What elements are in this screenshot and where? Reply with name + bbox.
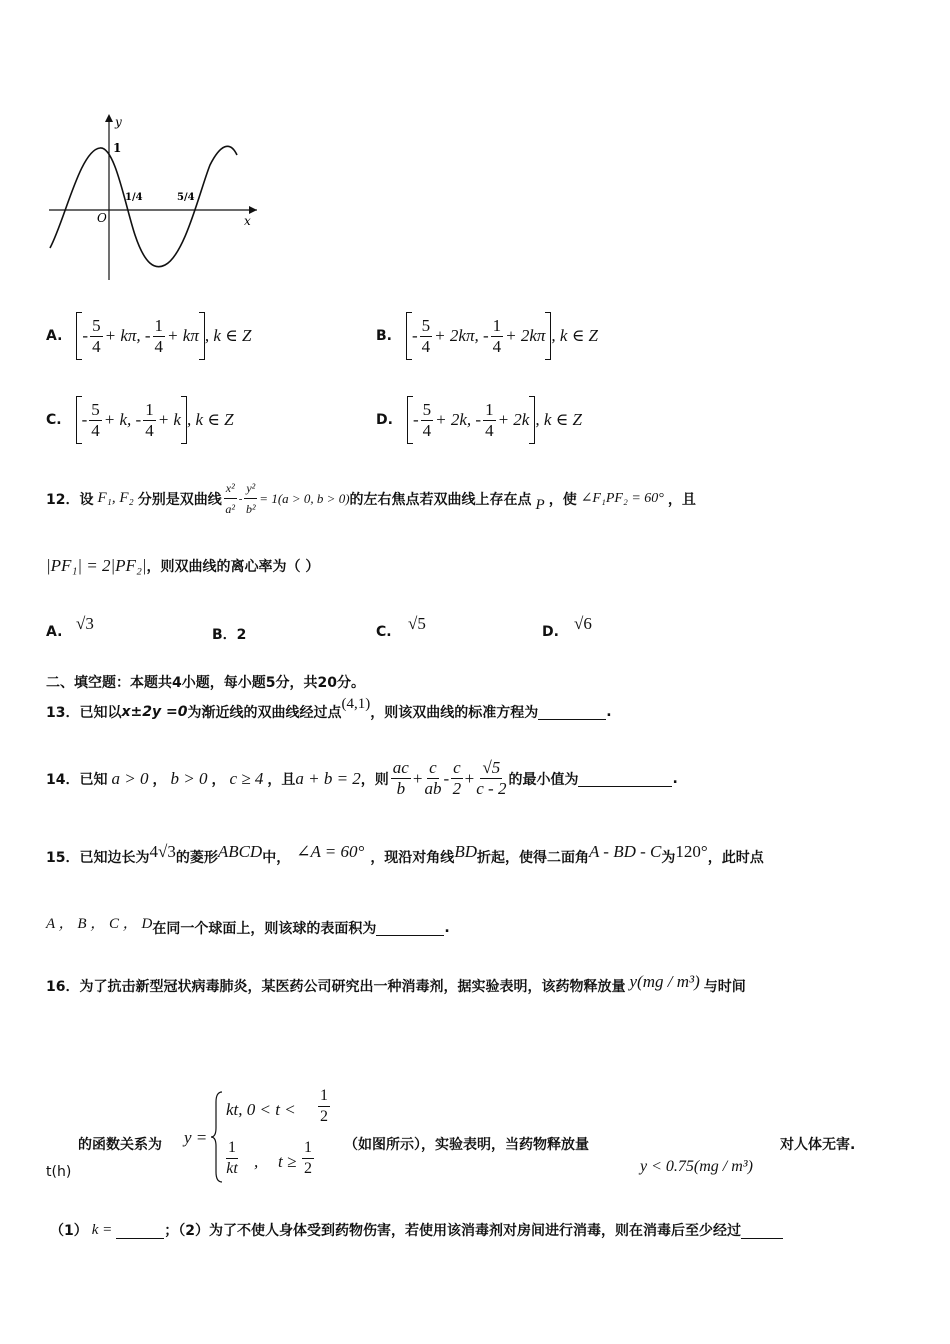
q13: 13．已知以 x±2y =0 为渐近线的双曲线经过点 (4,1) ，则该双曲线的标准方程为 . — [46, 696, 612, 721]
q15-line1: 15．已知边长为 4√3 的菱形 ABCD 中， ∠A = 60° ，现沿对角线 BD 折起，使得二面角 A - BD - C 为 120° ，此时点 — [46, 842, 764, 866]
q16-condition: y < 0.75(mg / m³) — [640, 1158, 753, 1175]
q12-line1: 12．设 F₁, F₂ 分别是双曲线 $\frac{\text{x²}}{\text{a²}}$ - $\frac{\text{y²}}{\text{b²}}$ = 1(a > 0, b > 0) 的左右焦点若双曲线上存在点 P ，使 ∠F₁PF₂ = 60° ，且 — [46, 478, 696, 519]
q15-line2: A ， B ， C ， D 在同一个球面上，则该球的表面积为 . — [46, 916, 450, 937]
tick-five-quarters: 5/4 — [177, 192, 195, 203]
tick-quarter: 1/4 — [125, 192, 143, 203]
q16-subquestions: （1） k = ；（2）为了不使人身体受到药物伤害，若使用该消毒剂对房间进行消毒，则在消毒后至少经过 — [50, 1220, 783, 1240]
origin-label: O — [97, 211, 107, 225]
q14: 14．已知 a > 0 ， b > 0 ， c ≥ 4 ，且 a + b = 2 ，则 $\frac{ac}{b}$ + $\frac{c}{ab}$ - $\frac{c}{2}$ + $\frac{√5}{c - 2}$ 的最小值为 . — [46, 758, 678, 798]
y-tick-1: 1 — [113, 141, 122, 155]
sine-graph — [45, 110, 265, 282]
q16-function: 的函数关系为 y = kt, 0 < t < $\frac{1}{2}$ $\frac{1}{kt}$ , t ≥ $\frac{1}{2}$ （如图所示），实验表明，当药物释放量 对人体无害. — [78, 1086, 898, 1190]
q11-option-d: D. - $\frac{5}{4}$ + 2k, - $\frac{1}{4}$ + 2k , k ∈ Z — [376, 396, 582, 444]
q11-option-b: B. - $\frac{5}{4}$ + 2kπ, - $\frac{1}{4}$ + 2kπ , k ∈ Z — [376, 312, 598, 360]
x-axis-label: x — [244, 214, 251, 228]
q12-options: A. √3 B．2 C. √5 D. √6 — [46, 614, 592, 643]
q12-line2: |PF₁| = 2|PF₂| ，则双曲线的离心率为（ ） — [46, 556, 320, 575]
y-axis-label: y — [115, 115, 122, 129]
q11-option-a: A. - $\frac{5}{4}$ + kπ, - $\frac{1}{4}$ + kπ , k ∈ Z — [46, 312, 251, 360]
q11-option-c: C. - $\frac{5}{4}$ + k, - $\frac{1}{4}$ + k , k ∈ Z — [46, 396, 234, 444]
section-2-heading: 二、填空题：本题共4小题，每小题5分，共20分。 — [46, 675, 365, 691]
q16-th-label: t(h) — [46, 1164, 72, 1180]
q16-line1: 16．为了抗击新型冠状病毒肺炎，某医药公司研究出一种消毒剂，据实验表明，该药物释放量 y(mg / m³) 与时间 — [46, 972, 746, 995]
